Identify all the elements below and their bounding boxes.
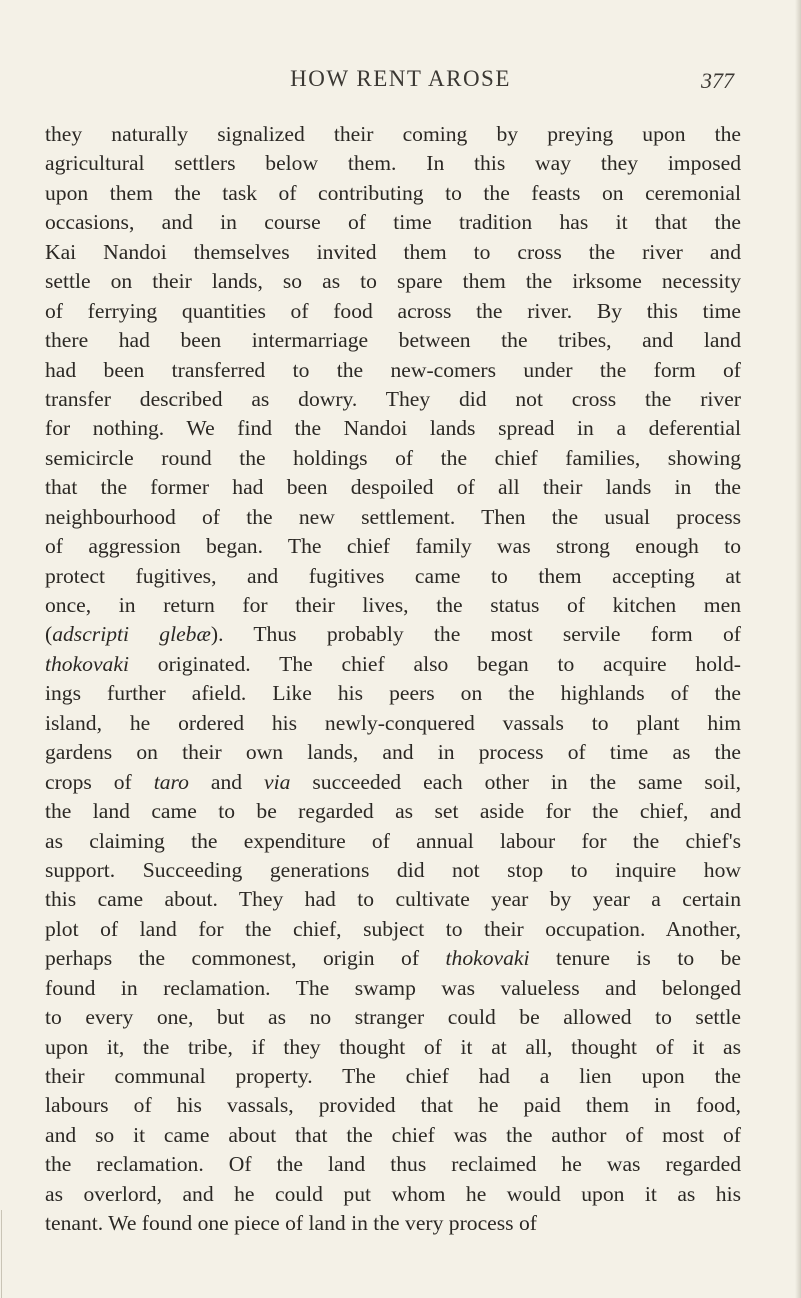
text-segment: their communal property. The chief had a lien upon the [45, 1064, 741, 1088]
text-segment: of ferrying quantities of food across the river. By this time [45, 298, 741, 323]
text-segment: to every one, but as no stranger could be allowed to settle [45, 1005, 741, 1030]
text-line [45, 238, 741, 267]
text-line [45, 1180, 741, 1209]
text-segment: of aggression began. The chief family was strong enough to [45, 534, 741, 559]
text-segment: the reclamation. Of the land thus reclaimed he was regarded [45, 1152, 741, 1177]
text-segment: ings further afield. Like his peers on the highlands of the [45, 681, 741, 706]
text-segment: tenure is to be [529, 946, 741, 971]
text-line [45, 827, 741, 856]
text-segment: found in reclamation. The swamp was valueless and belonged [45, 975, 741, 1000]
text-segment: succeeded each other in the same soil, [290, 769, 741, 794]
text-segment: for nothing. We find the Nandoi lands spread in a deferential [45, 416, 741, 441]
text-line [45, 532, 741, 561]
text-segment: gardens on their own lands, and in process of time as the [45, 740, 741, 765]
text-segment: this came about. They had to cultivate year by year a certain [45, 887, 741, 912]
running-title: HOW RENT AROSE [290, 66, 511, 91]
text-segment: plot of land for the chief, subject to their occupation. Another, [45, 916, 741, 941]
text-line [45, 856, 741, 885]
text-segment: once, in return for their lives, the status of kitchen men [45, 593, 741, 617]
text-segment: ( [45, 622, 53, 647]
text-line [45, 473, 741, 502]
text-line [45, 1091, 741, 1120]
text-line [45, 620, 741, 649]
text-segment: settle on their lands, so as to spare them the irksome necessity [45, 269, 741, 294]
text-line [45, 1121, 741, 1150]
text-segment: they naturally signalized their coming by preying upon the [45, 122, 741, 146]
text-segment: semicircle round the holdings of the chief families, showing [45, 445, 741, 470]
binding-mark [1, 1210, 2, 1298]
italic-term: thokovaki [445, 946, 530, 971]
text-line [45, 414, 741, 443]
text-line [45, 208, 741, 237]
text-line [45, 503, 741, 532]
text-line [45, 267, 741, 296]
text-segment: Kai Nandoi themselves invited them to cross the river and [45, 239, 741, 264]
text-segment: protect fugitives, and fugitives came to them accepting at [45, 563, 741, 588]
text-line [45, 591, 741, 620]
text-line [45, 562, 741, 591]
text-line [45, 944, 741, 973]
text-segment: that the former had been despoiled of all their lands in the [45, 475, 741, 500]
text-line [45, 149, 741, 178]
text-line [45, 1062, 741, 1091]
text-segment: and [188, 769, 265, 794]
italic-term: thokovaki [45, 651, 129, 676]
text-segment: labours of his vassals, provided that he paid them in food, [45, 1093, 741, 1118]
text-segment: support. Succeeding generations did not stop to inquire how [45, 857, 741, 882]
text-line [45, 885, 741, 914]
text-line [45, 915, 741, 944]
text-segment: upon it, the tribe, if they thought of it at all, thought of it as [45, 1034, 741, 1059]
italic-term: taro [153, 769, 189, 794]
text-segment: originated. The chief also began to acquire hold- [128, 651, 741, 676]
page-edge-shadow [795, 0, 801, 1298]
text-segment: as claiming the expenditure of annual labour for the chief's [45, 828, 741, 853]
text-line [45, 650, 741, 679]
text-segment: ). Thus probably the most servile form of [210, 622, 741, 647]
text-line [45, 1209, 741, 1238]
text-segment: and so it came about that the chief was the author of most of [45, 1122, 741, 1147]
text-line [45, 356, 741, 385]
text-segment: the land came to be regarded as set aside for the chief, and [45, 799, 741, 824]
text-line [45, 768, 741, 797]
text-segment: had been transferred to the new-comers under the form of [45, 357, 741, 382]
text-segment: there had been intermarriage between the tribes, and land [45, 328, 741, 353]
text-line [45, 1150, 741, 1179]
text-line [45, 797, 741, 826]
text-line [45, 709, 741, 738]
text-line [45, 738, 741, 767]
text-segment: as overlord, and he could put whom he would upon it as his [45, 1181, 741, 1206]
text-segment: neighbourhood of the new settlement. Then the usual process [45, 504, 741, 529]
text-segment: transfer described as dowry. They did not cross the river [45, 386, 741, 411]
text-line [45, 1033, 741, 1062]
italic-term: adscripti glebæ [52, 622, 211, 647]
text-line [45, 385, 741, 414]
text-segment: perhaps the commonest, origin of [45, 946, 446, 971]
text-segment: occasions, and in course of time tradition has it that the [45, 210, 741, 235]
text-segment: upon them the task of contributing to the feasts on ceremonial [45, 180, 741, 205]
body-text [45, 120, 741, 1239]
text-segment: island, he ordered his newly-conquered vassals to plant him [45, 710, 741, 735]
text-line [45, 179, 741, 208]
text-line [45, 120, 741, 149]
running-head [0, 66, 801, 102]
text-line [45, 326, 741, 355]
text-line [45, 679, 741, 708]
text-line [45, 444, 741, 473]
text-segment: agricultural settlers below them. In this way they imposed [45, 151, 741, 176]
text-line [45, 1003, 741, 1032]
italic-term: via [264, 769, 291, 794]
page-number: 377 [701, 68, 734, 93]
text-segment: tenant. We found one piece of land in the very process of [45, 1211, 537, 1236]
text-line [45, 974, 741, 1003]
text-line [45, 297, 741, 326]
text-segment: crops of [45, 769, 154, 794]
